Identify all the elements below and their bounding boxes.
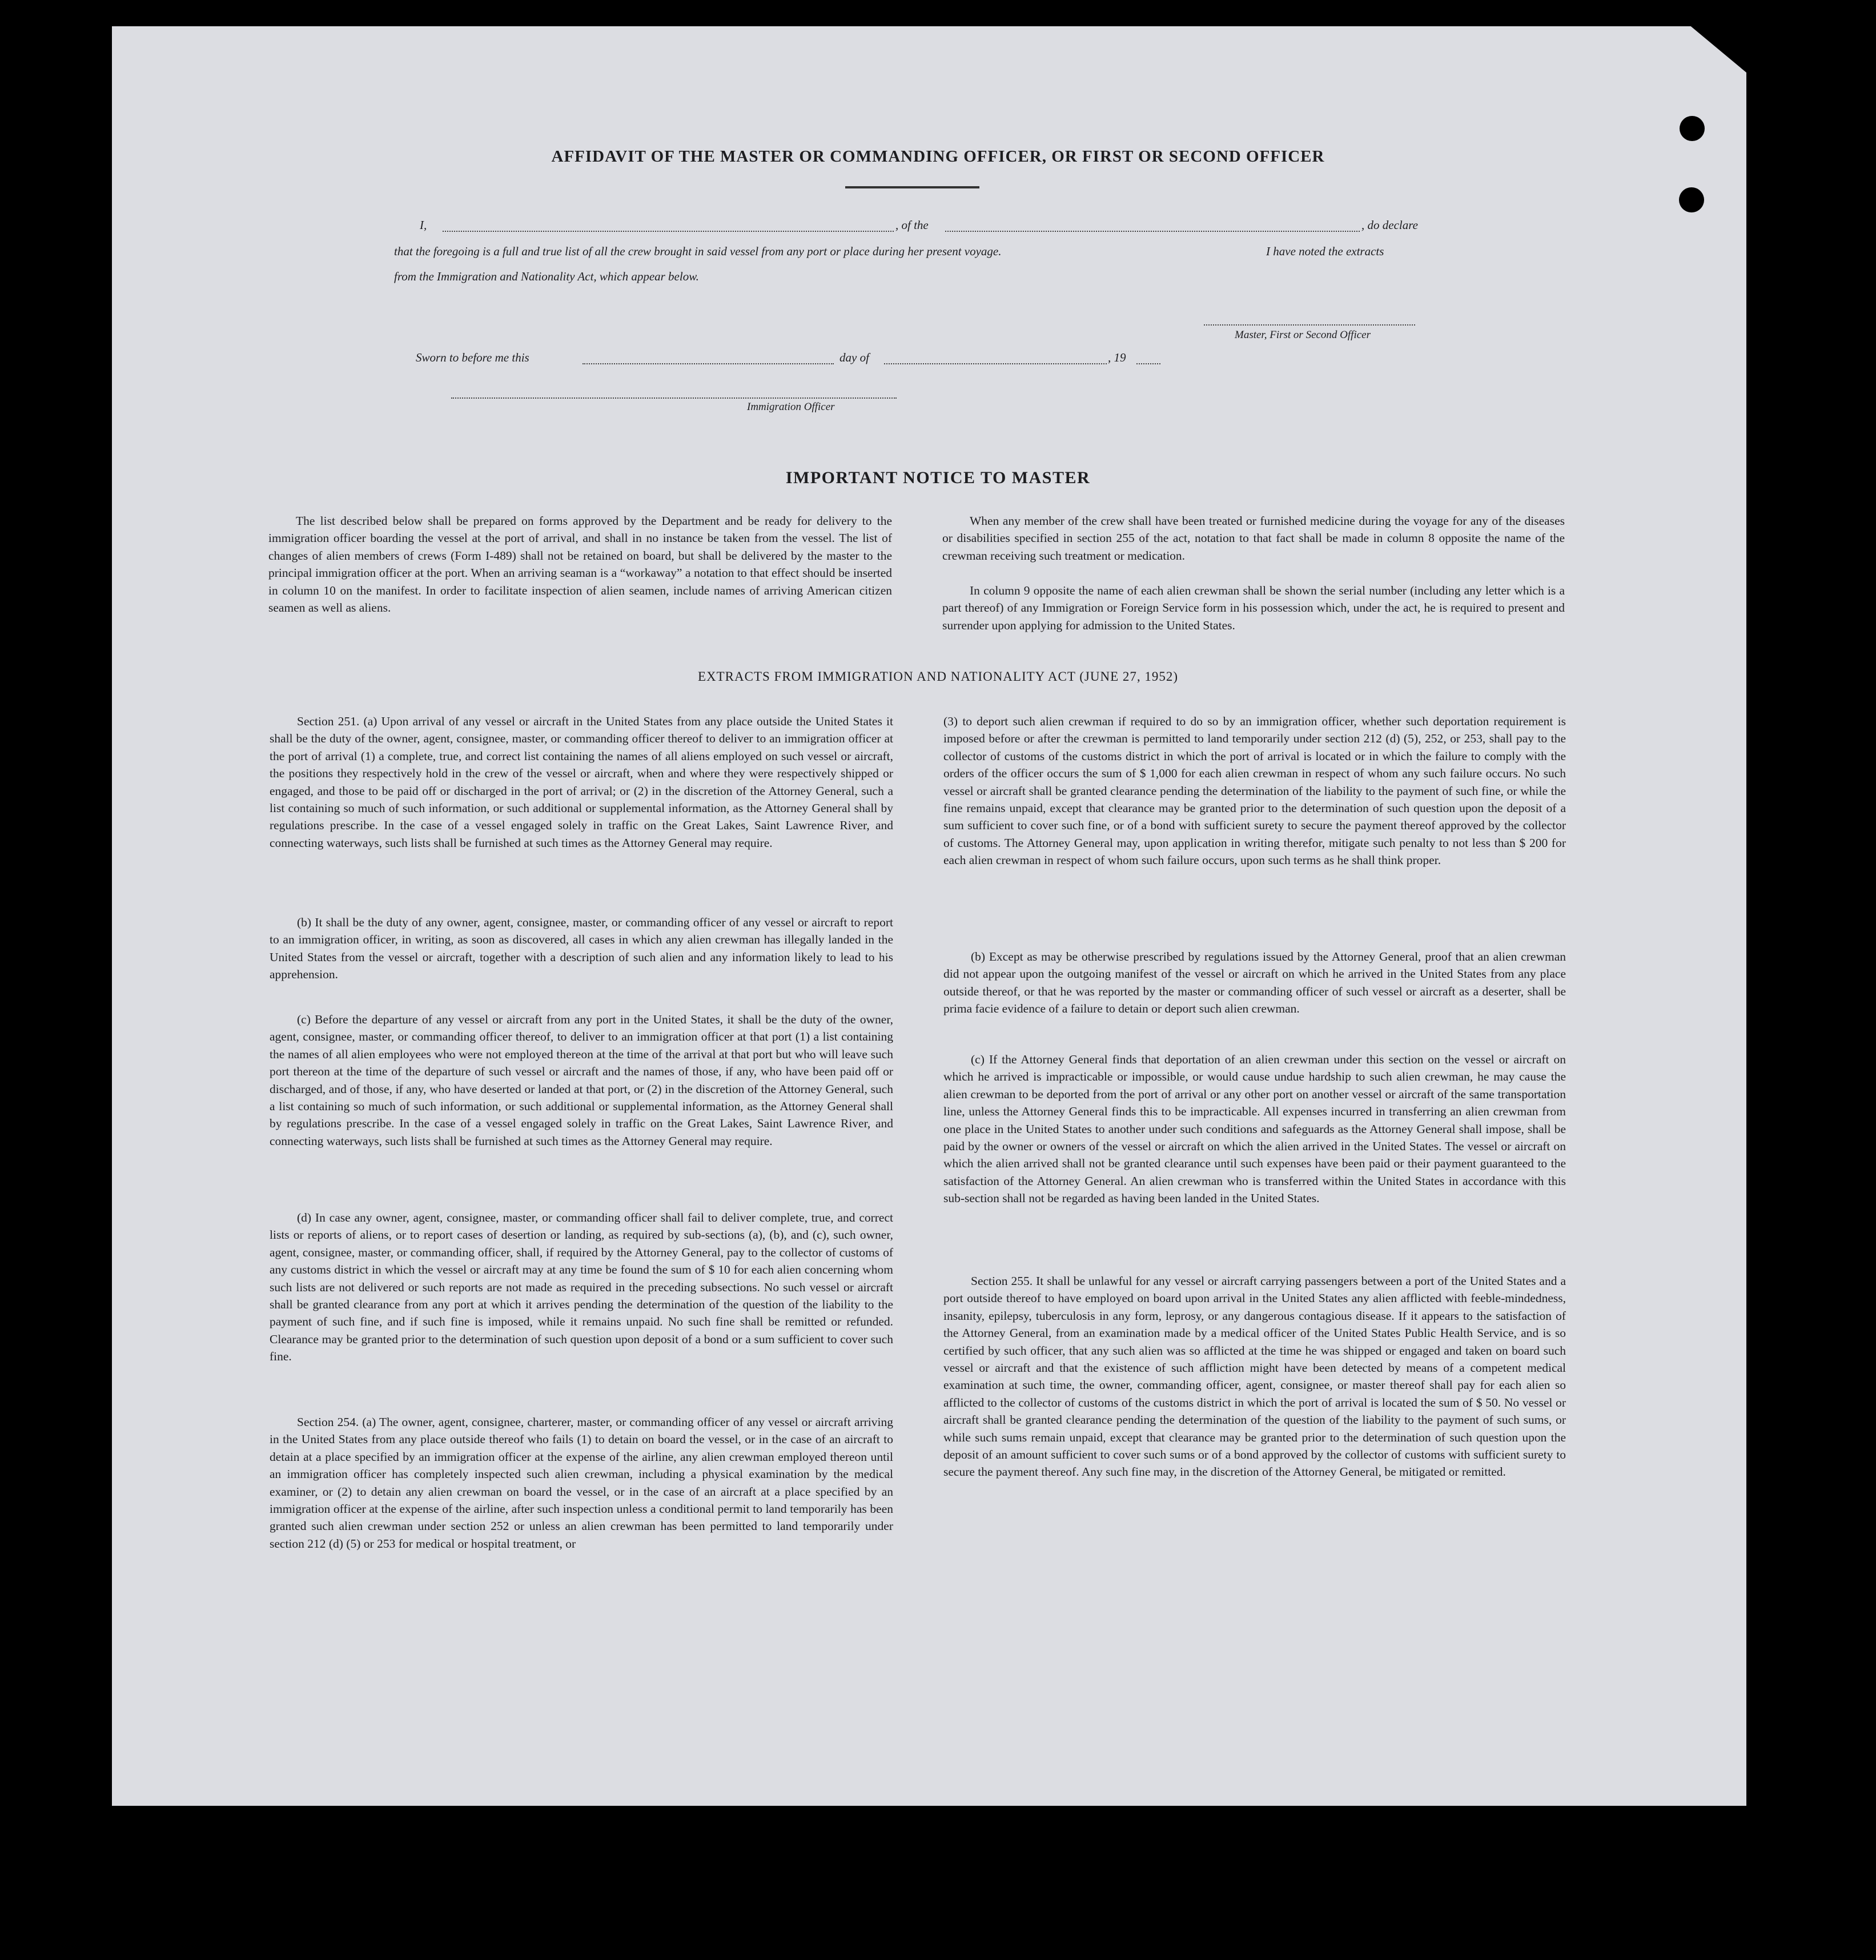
- sworn-label: Sworn to before me this: [416, 351, 529, 364]
- affidavit-title: AFFIDAVIT OF THE MASTER OR COMMANDING OFFICER, OR FIRST OR SECOND OFFICER: [551, 147, 1325, 166]
- section-251d: [270, 1209, 893, 1365]
- section-251a-text: Section 251. (a) Upon arrival of any vessel or aircraft in the United States from any place outside the United States it shall be the duty of the owner, agent, consignee, master, or commanding officer thereof to deliver to an immigration officer at the port of arrival (1) a complete, true, and correct list containing the names of all aliens employed on such vessel or aircraft, the positions they respectively hold in the crew of the vessel or aircraft, when and where they were respectively shipped or engaged, and those to be paid off or discharged in the port of arrival; or (2) in the discretion of the Attorney General, such a list containing so much of such information, or such additional or supplemental information, as the Attorney General shall by regulations prescribe. In the case of a vessel engaged solely in traffic on the Great Lakes, Saint Lawrence River, and connecting waterways, such lists shall be furnished at such times as the Attorney General may require.: [270, 714, 893, 850]
- notice-right-paragraph-2: [942, 582, 1565, 634]
- section-254c-text: (c) If the Attorney General finds that deportation of an alien crewman under this section on the vessel or aircraft on which he arrived is impracticable or impossible, or would cause undue hardship to such alien crewman, he may cause the alien crewman to be deported from the port of arrival or any other port on another vessel or aircraft of the same transportation line, unless the Attorney General finds this to be impracticable. All expenses incurred in transferring an alien crewman from one place in the United States to another under such conditions and safeguards as the Attorney General shall impose, shall be paid by the owner or owners of the vessel or aircraft on which the alien arrived in the United States. The vessel or aircraft on which the alien arrived shall not be granted clearance until such expenses have been paid or their payment guaranteed to the satisfaction of the Attorney General. An alien crewman who is transferred within the United States in accordance with this sub-section shall not be regarded as having been landed in the United States.: [943, 1053, 1566, 1206]
- affidavit-of-the: , of the: [895, 218, 929, 232]
- section-255-text: Section 255. It shall be unlawful for any vessel or aircraft carrying passengers between a port of the United States and a port outside thereof to have employed on board upon arrival in the United States any alien afflicted with feeble-mindedness, insanity, epilepsy, tuberculosis in any form, leprosy, or any dangerous contagious disease. If it appears to the satisfaction of the Attorney General, from an examination made by a medical officer of the United States Public Health Service, and is so certified by such officer, that any such alien was so afflicted at the time he was shipped or engaged and taken on board such vessel or aircraft and that the existence of such affliction might have been detected by means of a competent medical examination at such time, the owner, commanding officer, agent, consignee, or master thereof shall pay for each alien so afflicted to the collector of customs of the customs district in which the port of arrival is located the sum of $ 50. No vessel or aircraft shall be granted clearance pending the determination of the question of the liability to the payment of such sums, or while such sums remain unpaid, except that clearance may be granted prior to the determination of such question upon the deposit of an amount sufficient to cover such sums or of a bond approved by the collector of customs with sufficient surety to secure the payment thereof. Any such fine may, in the discretion of the Attorney General, be mitigated or remitted.: [943, 1274, 1566, 1479]
- title-ornament: [845, 186, 979, 188]
- notice-right-text-2: In column 9 opposite the name of each alien crewman shall be shown the serial number (including any letter which is a part thereof) of any Immigration or Foreign Service form in his possession which, under the act, he is required to present and surrender upon applying for admission to the United States.: [942, 584, 1565, 632]
- punch-hole-bottom: [1679, 187, 1704, 212]
- affidavit-declare: , do declare: [1361, 218, 1418, 232]
- section-251a: [270, 713, 893, 852]
- sworn-day-blank: [583, 363, 834, 364]
- section-255: [943, 1272, 1566, 1481]
- signature-label: Master, First or Second Officer: [1235, 329, 1371, 341]
- notice-right-text-1: When any member of the crew shall have been treated or furnished medicine during the voyage for any of the diseases or disabilities specified in section 255 of the act, notation to that fact shall be made in column 8 opposite the name of the crewman receiving such treatment or medication.: [942, 514, 1565, 563]
- extracts-title: EXTRACTS FROM IMMIGRATION AND NATIONALITY ACT (JUNE 27, 1952): [697, 669, 1179, 684]
- affidavit-line2: that the foregoing is a full and true list of all the crew brought in said vessel from any port or place during her present voyage.: [394, 244, 1002, 258]
- section-251b-text: (b) It shall be the duty of any owner, agent, consignee, master, or commanding officer of any vessel or aircraft to report to an immigration officer, in writing, as soon as discovered, all cases in which any alien crewman has illegally landed in the United States from the vessel or aircraft, together with a description of such alien and any information likely to lead to his apprehension.: [270, 915, 893, 982]
- day-of-label: day of: [839, 351, 869, 364]
- section-254b-text: (b) Except as may be otherwise prescribed by regulations issued by the Attorney General, proof that an alien crewman did not appear upon the outgoing manifest of the vessel or aircraft on which he arrived in the United States from any place outside thereof, or that he was reported by the master or commanding officer of such vessel or aircraft as a deserter, shall be prima facie evidence of a failure to detain or deport such alien crewman.: [943, 950, 1566, 1016]
- section-251c-text: (c) Before the departure of any vessel or aircraft from any port in the United States, it shall be the duty of the owner, agent, consignee, master, or commanding officer thereof, to deliver to an immigration officer at that port (1) a list containing the names of all alien employees who were not employed thereon at the time of the arrival at that port but who will leave such port thereon at the time of the departure of such vessel or aircraft and the names of those, if any, who have been paid off or discharged, and of those, if any, who have deserted or landed at that port, or (2) in the discretion of the Attorney General, such a list containing so much of such information, or such additional or supplemental information, as the Attorney General shall by regulations prescribe. In the case of a vessel engaged solely in traffic on the Great Lakes, Saint Lawrence River, and connecting waterways, such lists shall be furnished at such times as the Attorney General may require.: [270, 1013, 893, 1148]
- name-blank: [443, 231, 894, 232]
- officer-signature-blank: [451, 397, 897, 399]
- notice-right-paragraph-1: [942, 512, 1565, 564]
- section-254a: [270, 1413, 893, 1552]
- notice-left-paragraph: [268, 512, 892, 616]
- affidavit-line2-b: I have noted the extracts: [1266, 244, 1384, 258]
- affidavit-line1-i: I,: [420, 218, 427, 232]
- section-254a-text: Section 254. (a) The owner, agent, consignee, charterer, master, or commanding officer of any vessel or aircraft arriving in the United States from any place outside thereof who fails (1) to detain on board the vessel, or in the case of an aircraft to detain at a place specified by an immigration officer at the expense of the airline, any alien crewman employed thereon until an immigration officer has completely inspected such alien crewman, including a physical examination by the medical examiner, or (2) to detain any alien crewman on board the vessel, or in the case of an aircraft at a place specified by an immigration officer at the expense of the airline, after such inspection unless a conditional permit to land temporarily has been granted such alien crewman under section 252 or unless an alien crewman has been permitted to land temporarily under section 212 (d) (5) or 253 for medical or hospital treatment, or: [270, 1415, 893, 1551]
- section-254c: [943, 1051, 1566, 1207]
- officer-label: Immigration Officer: [747, 401, 835, 413]
- signature-blank: [1204, 324, 1415, 326]
- section-251c: [270, 1011, 893, 1150]
- section-254b: [943, 948, 1566, 1018]
- notice-title: IMPORTANT NOTICE TO MASTER: [785, 468, 1091, 487]
- section-254a-continued-text: (3) to deport such alien crewman if required to do so by an immigration officer, whether such deportation requirement is imposed before or after the crewman is permitted to land temporarily under section 212 (d) (5), 252, or 253, shall pay to the collector of customs of the customs district in which the port of arrival is located or in which the failure to comply with the orders of the officer occurs the sum of $ 1,000 for each alien crewman in respect of whom any such failure occurs. No such vessel or aircraft shall be granted clearance pending the determination of the liability to the payment of such fine, or while the fine remains unpaid, except that clearance may be granted prior to the determination of such question upon the deposit of a sum sufficient to cover such fine, or of a bond with sufficient surety to secure the payment thereof approved by the collector of customs. The Attorney General may, upon application in writing therefor, mitigate such penalty to not less than $ 200 for each alien crewman in respect of whom such failure occurs, upon such terms as he shall think proper.: [943, 714, 1566, 867]
- affidavit-line3: from the Immigration and Nationality Act, which appear below.: [394, 270, 699, 283]
- section-251d-text: (d) In case any owner, agent, consignee, master, or commanding officer shall fail to deliver complete, true, and correct lists or reports of aliens, or to report cases of desertion or landing, as required by sub-sections (a), (b), and (c), such owner, agent, consignee, master, or commanding officer, shall, if required by the Attorney General, pay to the collector of customs of any customs district in which the vessel or aircraft may at any time be found the sum of $ 10 for each alien concerning whom such lists are not delivered or such reports are not made as required in the preceding subsections. No such vessel or aircraft shall be granted clearance from any port at which it arrives pending the determination of the question of the liability to the payment of such fine, and if such fine is imposed, while it remains unpaid. No such fine shall be remitted or refunded. Clearance may be granted prior to the determination of such question upon deposit of a bond or a sum sufficient to cover such fine.: [270, 1211, 893, 1364]
- section-254a-continued: [943, 713, 1566, 869]
- notice-left-text: The list described below shall be prepared on forms approved by the Department and be ready for delivery to the immigration officer boarding the vessel at the port of arrival, and shall in no instance be taken from the vessel. The list of changes of alien members of crews (Form I-489) shall not be retained on board, but shall be delivered by the master to the principal immigration officer at the port. When an arriving seaman is a “workaway” a notation to that effect should be inserted in column 10 on the manifest. In order to facilitate inspection of alien seamen, include names of arriving American citizen seamen as well as aliens.: [268, 514, 892, 615]
- punch-hole-top: [1680, 116, 1705, 141]
- year-label: , 19: [1108, 351, 1126, 364]
- vessel-blank: [945, 231, 1360, 232]
- year-blank: [1136, 363, 1160, 364]
- month-blank: [884, 363, 1107, 364]
- section-251b: [270, 914, 893, 983]
